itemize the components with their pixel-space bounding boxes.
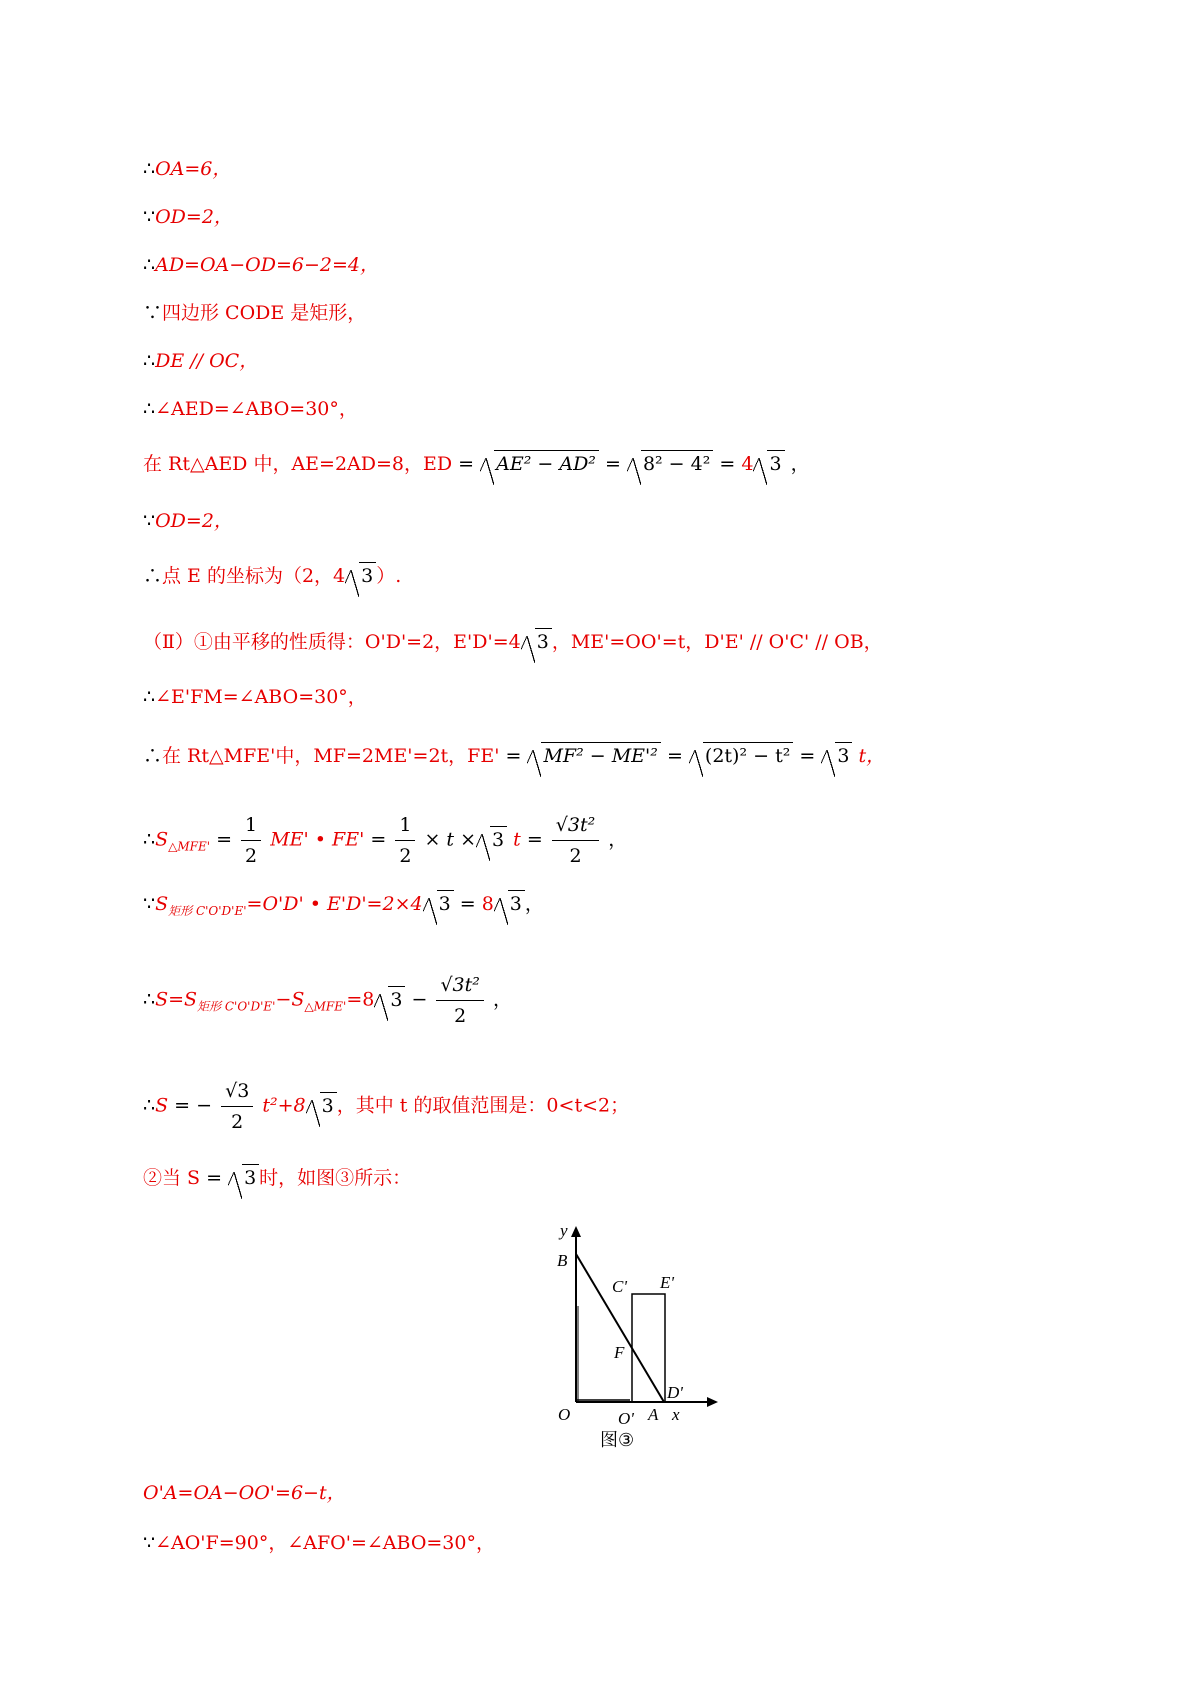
sqrt-3: 3 — [821, 742, 852, 769]
line-area-rect: $\because S_{矩形 C'O'D'E'}=O'D'$ • E'D'=2×4 3 = 8 3 ， — [143, 890, 544, 924]
sqrt-mf-me: MF² − ME'² — [527, 742, 660, 769]
sqrt-3: 3 — [423, 890, 454, 917]
label-y: y — [560, 1224, 568, 1240]
rectangle-codE — [632, 1294, 665, 1402]
fraction-sqrt3-t2: $\frac{\text{√3t²}}{2}$ — [436, 972, 483, 1029]
fraction-half: $\frac{1}{2}$ — [395, 812, 415, 869]
line-s-expression: $\therefore S=S_{矩形 C'O'D'E'}-S_{\triangle MFE'}=8$ 3 − $\frac{\text{√3t²}}{2}$ ， — [143, 974, 512, 1027]
figure-diagram — [540, 1224, 720, 1424]
line-od: ∵OD=2， — [143, 206, 233, 228]
sqrt-3: 3 — [753, 450, 784, 477]
sqrt-3: 3 — [306, 1092, 337, 1119]
line-case-2: ②当 S = 3 时，如图③所示： — [143, 1164, 411, 1191]
x-axis-arrow — [707, 1397, 718, 1407]
sqrt-2t-t: (2t)² − t² — [689, 742, 793, 769]
line-angles-final: ∵∠AO'F=90°，∠AFO'=∠ABO=30°， — [143, 1532, 495, 1554]
y-axis-arrow — [571, 1226, 581, 1237]
line-od-2: ∵OD=2， — [143, 510, 233, 532]
label-f: F — [614, 1343, 625, 1362]
fraction-sqrt3-t2: $\frac{\text{√3t²}}{2}$ — [552, 812, 599, 869]
sqrt-8-4: 8² − 4² — [627, 450, 713, 477]
line-ed-calc: 在 Rt△AED 中，AE=2AD=8，ED = AE² − AD² = 8² − 4² = 4 3 ， — [143, 450, 810, 477]
sqrt-3: 3 — [476, 826, 507, 853]
label-c-prime: C' — [612, 1277, 627, 1296]
line-translation: （Ⅱ）①由平移的性质得：O'D'=2，E'D'=4 3 ，ME'=OO'=t，D'E' // O'C' // OB， — [143, 628, 883, 655]
sqrt-3: 3 — [228, 1164, 259, 1191]
label-o-prime: O' — [618, 1409, 634, 1424]
line-e-coord: ∴点 E 的坐标为（2，4 3 ）. — [143, 562, 401, 589]
label-o: O — [558, 1405, 571, 1424]
label-a: A — [648, 1405, 659, 1424]
sqrt-3: 3 — [345, 562, 376, 589]
sqrt-3: 3 — [521, 628, 552, 655]
label-d-prime: D' — [667, 1383, 683, 1402]
fraction-sqrt3-2: $\frac{√3}{2}$ — [221, 1078, 253, 1135]
line-angle-aed: ∴∠AED=∠ABO=30°， — [143, 398, 358, 420]
sqrt-ae-ad: AE² − AD² — [480, 450, 599, 477]
line-oa-prime: O'A=OA−OO'=6−t， — [143, 1482, 346, 1504]
line-fe-calc: ∴在 Rt△MFE'中，MF=2ME'=2t，FE' = MF² − ME'² = (2t)² − t² = 3 t， — [143, 742, 885, 769]
label-b: B — [557, 1251, 568, 1270]
line-code: ∵四边形 CODE 是矩形， — [143, 302, 367, 324]
line-area-mfe: $\therefore S_{\triangle MFE'}$ = $\frac{1}{2}$ ME' • FE' = $\frac{1}{2}$ × t × 3 t = $\frac{\text{√3t²}}{2}$ ， — [143, 814, 628, 867]
fraction-half: $\frac{1}{2}$ — [241, 812, 261, 869]
line-angle-efm: ∴∠E'FM=∠ABO=30°， — [143, 686, 367, 708]
line-oa: ∴OA=6， — [143, 158, 232, 180]
sqrt-3: 3 — [374, 986, 405, 1013]
label-e-prime: E' — [660, 1273, 675, 1292]
line-s-final: ∴S = − $\frac{√3}{2}$ t²+8 3 ，其中 t 的取值范围是：0<t<2； — [143, 1080, 630, 1133]
line-ad: ∴AD=OA−OD=6−2=4， — [143, 254, 380, 276]
figure-caption: 图③ — [600, 1430, 635, 1451]
label-x: x — [672, 1405, 680, 1424]
sqrt-3: 3 — [494, 890, 525, 917]
line-de-oc: ∴DE // OC， — [143, 350, 259, 372]
